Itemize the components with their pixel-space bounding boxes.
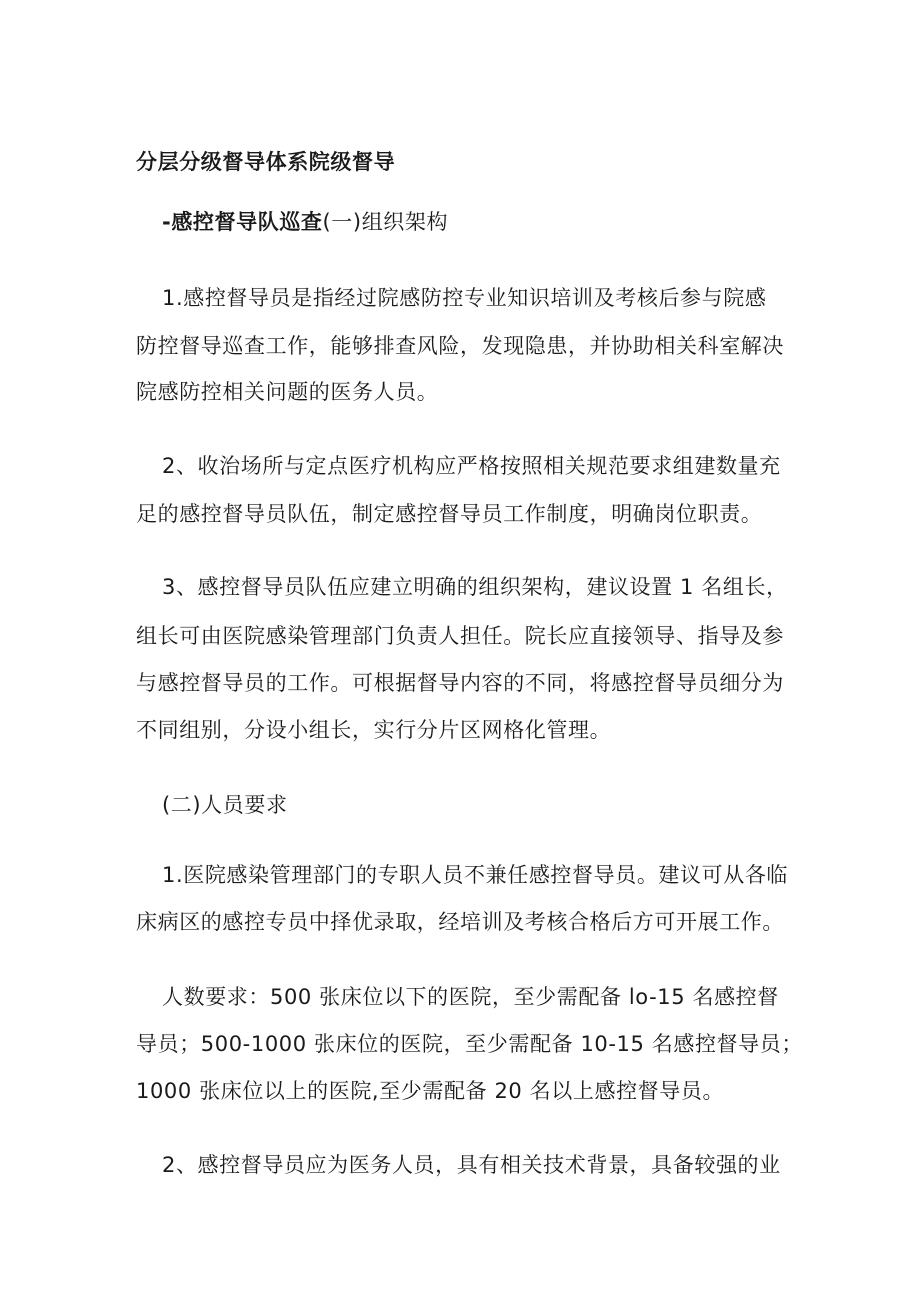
paragraph-line: 2、收治场所与定点医疗机构应严格按照相关规范要求组建数量充 [162,454,781,478]
paragraph-line: 床病区的感控专员中择优录取，经培训及考核合格后方可开展工作。 [136,910,784,934]
paragraph-line: 组长可由医院感染管理部门负责人担任。院长应直接领导、指导及参 [136,624,784,648]
document-heading: 分层分级督导体系院级督导 [136,150,396,174]
paragraph-line: 2、感控督导员应为医务人员，具有相关技术背景，具备较强的业 [162,1153,781,1177]
paragraph-line: 1.医院感染管理部门的专职人员不兼任感控督导员。建议可从各临 [162,863,789,887]
paragraph-line: 人数要求：500 张床位以下的医院，至少需配备 lo-15 名感控督 [162,985,779,1009]
paragraph-line: 导员；500-1000 张床位的医院，至少需配备 10-15 名感控督导员； [136,1032,803,1056]
section-1-heading-rest: (一)组织架构 [322,210,449,234]
paragraph-line: 不同组别，分设小组长，实行分片区网格化管理。 [136,718,612,742]
paragraph-line: 1.感控督导员是指经过院感防控专业知识培训及考核后参与院感 [162,286,767,310]
section-1-heading-bold: -感控督导队巡查 [162,210,323,234]
paragraph-line: 防控督导巡查工作，能够排查风险，发现隐患，并协助相关科室解决 [136,334,784,358]
paragraph-line: 1000 张床位以上的医院,至少需配备 20 名以上感控督导员。 [136,1079,725,1103]
paragraph-line: 3、感控督导员队伍应建立明确的组织架构，建议设置 1 名组长， [162,575,788,599]
paragraph-line: 与感控督导员的工作。可根据督导内容的不同，将感控督导员细分为 [136,671,784,695]
paragraph-line: 足的感控督导员队伍，制定感控督导员工作制度，明确岗位职责。 [136,502,763,526]
section-1-heading [162,208,448,236]
paragraph-line: 院感防控相关问题的医务人员。 [136,380,439,404]
section-2-heading: (二)人员要求 [162,793,288,817]
